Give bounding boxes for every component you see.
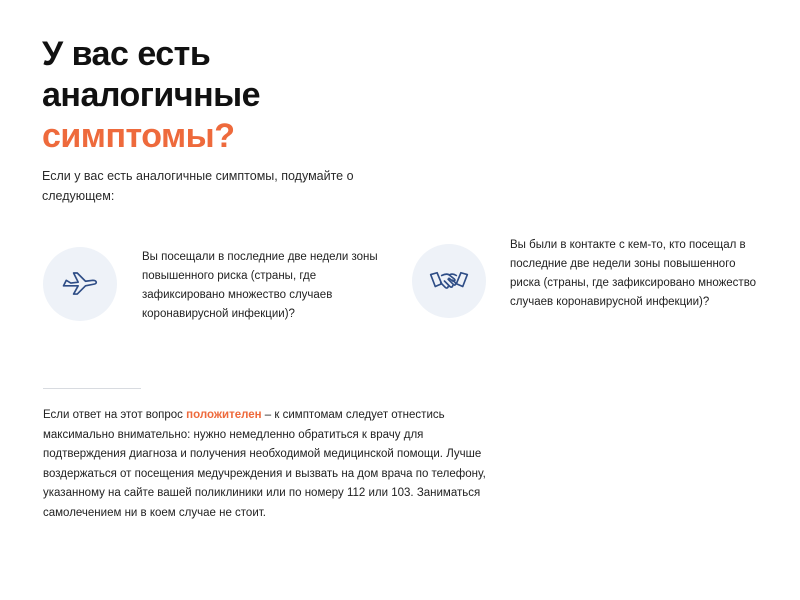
airplane-icon xyxy=(58,262,102,306)
section-divider xyxy=(43,388,141,389)
title-line-1: У вас есть xyxy=(42,35,211,73)
page-title xyxy=(42,34,260,157)
answer-text-after: – к симптомам следует отнестись максимально внимательно: нужно немедленно обратиться к врачу для подтверждения диагноза и получения необходимой медицинской помощи. Лучше воздержаться от посещения медучреждения и вызвать на дом врача по телефону, указанному на сайте вашей поликлиники или по номеру 112 или 103. Заниматься самолечением ни в коем случае не стоит. xyxy=(43,409,486,519)
handshake-icon-badge xyxy=(412,244,486,318)
answer-text-before: Если ответ на этот вопрос xyxy=(43,409,187,421)
handshake-icon xyxy=(427,259,471,303)
intro-text: Если у вас есть аналогичные симптомы, подумайте о следующем: xyxy=(42,169,354,203)
answer-paragraph xyxy=(43,406,498,523)
title-line-2: аналогичные xyxy=(42,76,261,114)
contact-question: Вы были в контакте с кем-то, кто посещал в последние две недели зоны повышенного риска (страны, где зафиксировано множество случаев коронавирусной инфекции)? xyxy=(510,239,757,308)
risk-zone-question: Вы посещали в последние две недели зоны повышенного риска (страны, где зафиксировано множество случаев коронавирусной инфекции)? xyxy=(142,251,378,320)
title-line-3-accent: симптомы? xyxy=(42,117,235,155)
answer-highlight: положителен xyxy=(186,409,262,421)
airplane-icon-badge xyxy=(43,247,117,321)
